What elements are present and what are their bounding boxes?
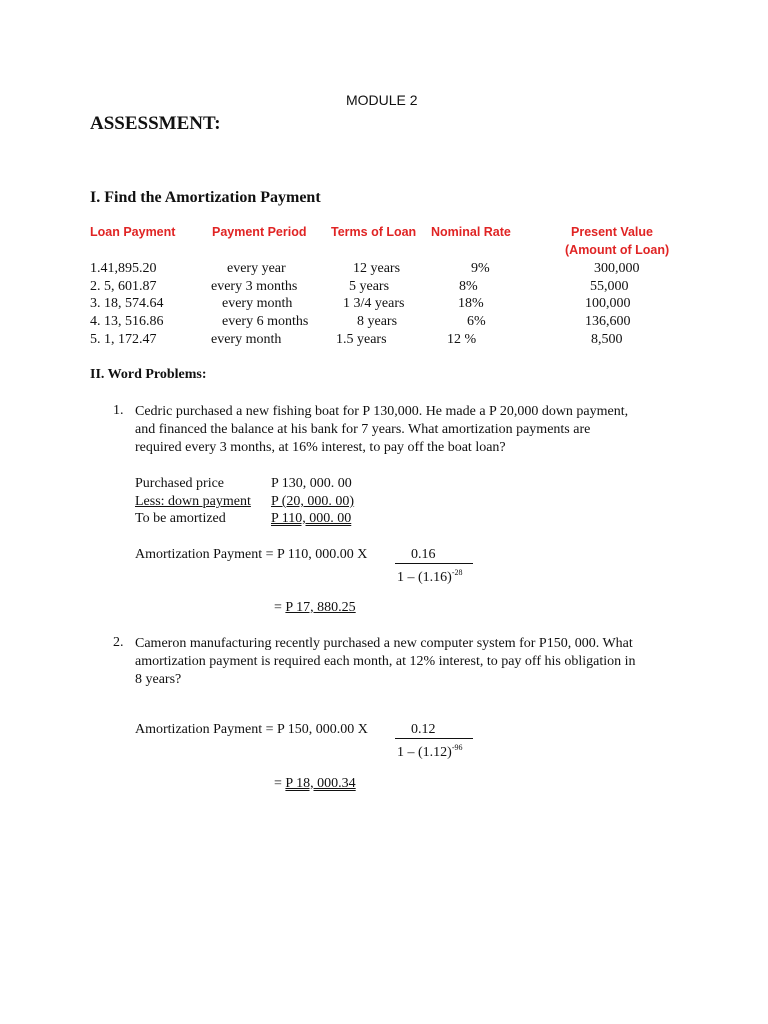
cell-payment-period: every month: [211, 332, 282, 347]
ledger-label: Less: down payment: [135, 494, 251, 509]
cell-present-value: 300,000: [594, 261, 640, 276]
assessment-heading: ASSESSMENT:: [90, 113, 221, 134]
col-header-amount-of-loan: (Amount of Loan): [565, 243, 670, 257]
cell-loan-payment: 1.41,895.20: [90, 261, 157, 276]
ledger-label: To be amortized: [135, 511, 226, 526]
problem1-denominator: $1 - (1.16)^{-28}$: [397, 568, 463, 585]
problem2-numerator: 0.12: [411, 722, 436, 737]
cell-nominal-rate: 9%: [471, 261, 490, 276]
problem2-line2: amortization payment is required each month, at 12% interest, to pay off his obligation in: [135, 654, 636, 669]
cell-present-value: 136,600: [585, 314, 631, 329]
cell-present-value: 55,000: [590, 279, 629, 294]
problem2-exponent: -96: [451, 743, 463, 752]
section1-heading: I. Find the Amortization Payment: [90, 189, 321, 206]
cell-loan-payment: 2. 5, 601.87: [90, 279, 157, 294]
problem2-result-value: P 18, 000.34: [285, 776, 356, 791]
col-header-nominal-rate: Nominal Rate: [431, 225, 511, 239]
problem1-result-value: P 17, 880.25: [285, 600, 356, 615]
problem1-line1: Cedric purchased a new fishing boat for P 130,000. He made a P 20,000 down payment,: [135, 404, 629, 419]
problem1-number: 1.: [113, 403, 124, 418]
problem2-result: [274, 775, 356, 793]
cell-terms-of-loan: 1 3/4 years: [343, 296, 405, 311]
problem1-line2: and financed the balance at his bank for 7 years. What amortization payments are: [135, 422, 591, 437]
problem2-denominator: $1 - (1.12)^{-96}$: [397, 743, 463, 760]
cell-nominal-rate: 18%: [458, 296, 484, 311]
problem2-formula-lhs: Amortization Payment = P 150, 000.00 X: [135, 722, 368, 737]
problem2-number: 2.: [113, 635, 124, 650]
cell-payment-period: every 6 months: [222, 314, 309, 329]
ledger-value: P 110, 000. 00: [271, 511, 352, 526]
equals-sign: =: [274, 600, 286, 615]
problem1-formula-lhs: Amortization Payment = P 110, 000.00 X: [135, 547, 368, 562]
col-header-terms-of-loan: Terms of Loan: [331, 225, 417, 239]
cell-nominal-rate: 8%: [459, 279, 478, 294]
cell-payment-period: every 3 months: [211, 279, 298, 294]
cell-payment-period: every month: [222, 296, 293, 311]
cell-nominal-rate: 6%: [467, 314, 486, 329]
problem1-exponent: -28: [451, 568, 463, 577]
cell-terms-of-loan: 5 years: [349, 279, 390, 294]
cell-terms-of-loan: 8 years: [357, 314, 398, 329]
section2-heading: II. Word Problems:: [90, 367, 207, 382]
ledger-value: P 130, 000. 00: [271, 476, 352, 491]
equals-sign: =: [274, 776, 286, 791]
cell-loan-payment: 5. 1, 172.47: [90, 332, 157, 347]
cell-loan-payment: 3. 18, 574.64: [90, 296, 164, 311]
cell-nominal-rate: 12 %: [447, 332, 477, 347]
cell-terms-of-loan: 1.5 years: [336, 332, 387, 347]
cell-present-value: 100,000: [585, 296, 631, 311]
cell-payment-period: every year: [227, 261, 286, 276]
ledger-label: Purchased price: [135, 476, 225, 491]
problem2-line3: 8 years?: [135, 672, 182, 687]
cell-terms-of-loan: 12 years: [353, 261, 401, 276]
problem1-numerator: 0.16: [411, 547, 436, 562]
module-title: MODULE 2: [346, 92, 418, 108]
col-header-payment-period: Payment Period: [212, 225, 307, 239]
col-header-loan-payment: Loan Payment: [90, 225, 176, 239]
cell-present-value: 8,500: [591, 332, 623, 347]
problem2-line1: Cameron manufacturing recently purchased a new computer system for P150, 000. What: [135, 636, 633, 651]
col-header-present-value: Present Value: [571, 225, 653, 239]
ledger-value: P (20, 000. 00): [271, 494, 355, 509]
problem1-result: [274, 599, 356, 617]
cell-loan-payment: 4. 13, 516.86: [90, 314, 164, 329]
problem1-line3: required every 3 months, at 16% interest, to pay off the boat loan?: [135, 440, 506, 455]
